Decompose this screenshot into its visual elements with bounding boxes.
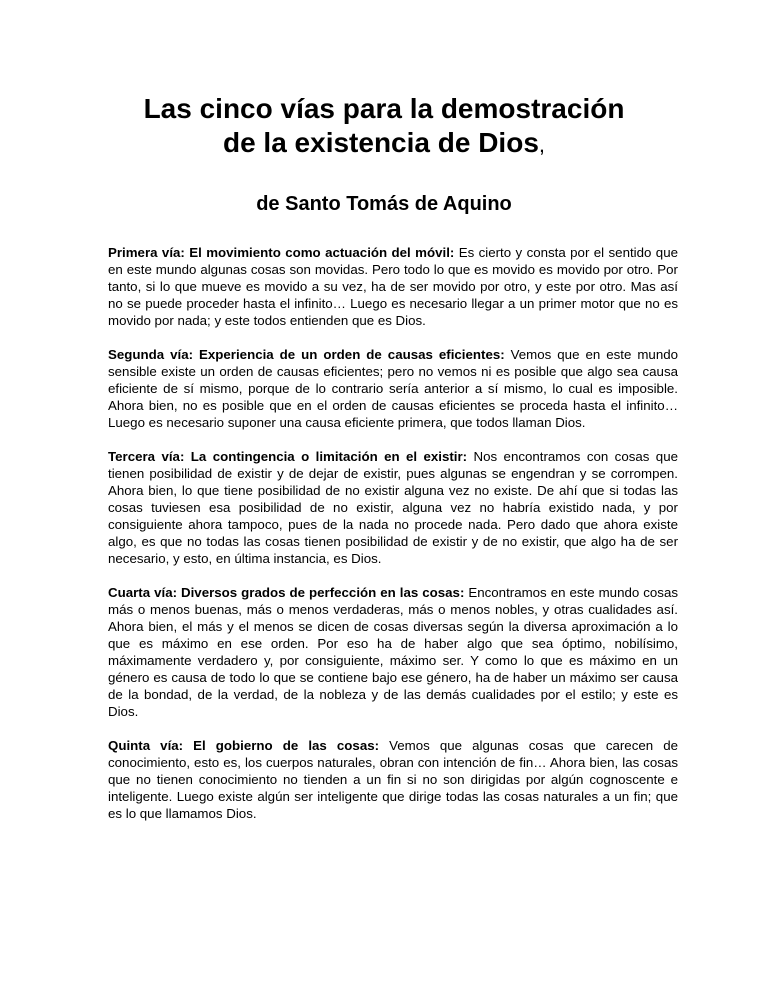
- document-body: [108, 244, 678, 839]
- paragraph-heading: Segunda vía: Experiencia de un orden de causas eficientes:: [108, 347, 505, 362]
- paragraph-text: Vemos que en este mundo sensible existe un orden de causas eficientes; pero no vemos ni es posible que algo sea causa eficiente de sí mismo, porque de lo contrario sería anterior a sí mismo, lo cual es imposible. Ahora bien, no es posible que en el orden de causas eficientes se proceda hasta el infinito… Luego es necesario suponer una causa eficiente primera, que todos llaman Dios.: [108, 347, 679, 430]
- title-line-1: Las cinco vías para la demostración: [143, 93, 625, 124]
- paragraph-cuarta-via: [108, 584, 678, 720]
- document-subtitle: de Santo Tomás de Aquino: [256, 193, 512, 215]
- paragraph-tercera-via: [108, 448, 678, 567]
- paragraph-text: Nos encontramos con cosas que tienen posibilidad de existir y de dejar de existir, pues algunas se engendran y se corrompen. Ahora bien, lo que tiene posibilidad de no existir alguna vez no existe. De ahí que si todas las cosas tuviesen esa posibilidad de no existir, alguna vez no habría existido nada, y por consiguiente ahora tampoco, pues de la nada no procede nada. Pero dado que ahora existe algo, es que no todas las cosas tienen posibilidad de existir y de no existir, que algo ha de ser necesario, y esto, en última instancia, es Dios.: [108, 449, 678, 566]
- paragraph-text: Es cierto y consta por el sentido que en este mundo algunas cosas son movidas. Pero todo lo que es movido es movido por otro. Por tanto, si lo que mueve es movido a su vez, ha de ser movido por otro, y este por otro. Mas así no se puede proceder hasta el infinito… Luego es necesario llegar a un primer motor que no es movido por nada; y este todos entienden que es Dios.: [108, 245, 678, 328]
- paragraph-text: Encontramos en este mundo cosas más o menos buenas, más o menos verdaderas, más o menos nobles, y otras cualidades así. Ahora bien, el más y el menos se dicen de cosas diversas según la diversa aproximación a lo que es máximo en ese orden. Por eso ha de haber algo que sea óptimo, nobilísimo, máximamente verdadero y, por consiguiente, máximo ser. Y como lo que es máximo en un género es causa de todo lo que se contiene bajo ese género, ha de haber un máximo ser causa de la bondad, de la verdad, de la nobleza y de las demás cualidades por el estilo; y este es Dios.: [108, 585, 678, 719]
- title-comma: ,: [538, 132, 546, 157]
- paragraph-segunda-via: [108, 346, 678, 431]
- title-line-2: de la existencia de Dios: [222, 127, 539, 158]
- paragraph-heading: Primera vía: El movimiento como actuación del móvil:: [108, 245, 455, 260]
- paragraph-primera-via: [108, 244, 678, 329]
- paragraph-heading: Tercera vía: La contingencia o limitación en el existir:: [108, 449, 468, 464]
- paragraph-heading: Quinta vía: El gobierno de las cosas:: [108, 738, 380, 753]
- paragraph-quinta-via: [108, 737, 678, 822]
- document-title: [0, 92, 768, 162]
- paragraph-text: Vemos que algunas cosas que carecen de conocimiento, esto es, los cuerpos naturales, obran con intención de fin… Ahora bien, las cosas que no tienen conocimiento no tienden a un fin si no son dirigidas por algún cognoscente e inteligente. Luego existe algún ser inteligente que dirige todas las cosas naturales a un fin; que es lo que llamamos Dios.: [108, 738, 678, 821]
- paragraph-heading: Cuarta vía: Diversos grados de perfección en las cosas:: [108, 585, 465, 600]
